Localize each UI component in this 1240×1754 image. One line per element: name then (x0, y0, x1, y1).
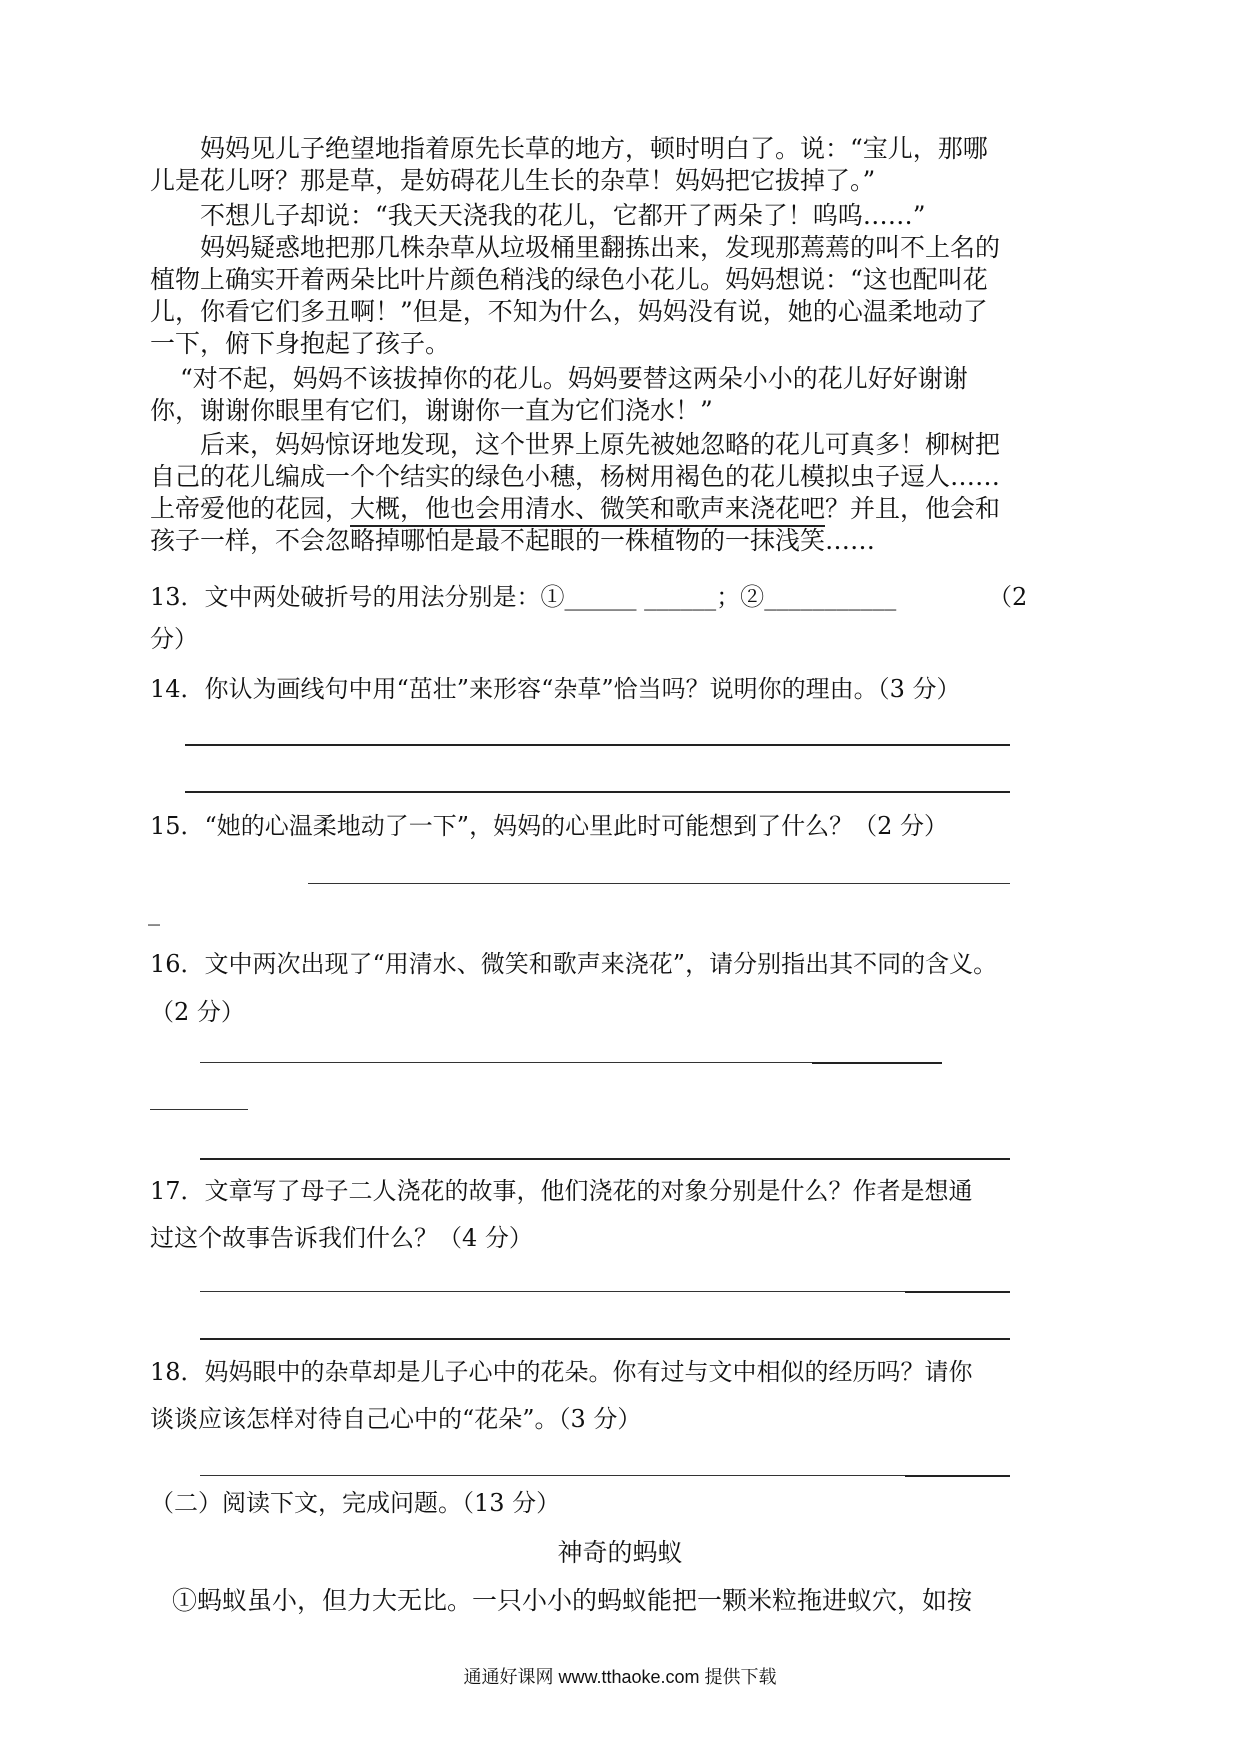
question-14: 14．你认为画线句中用“茁壮”来形容“杂草”恰当吗？说明你的理由。（3 分） (150, 675, 961, 703)
passage-line: “对不起，妈妈不该拔掉你的花儿。妈妈要替这两朵小小的花儿好好谢谢 (180, 364, 968, 393)
question-17: 17．文章写了母子二人浇花的故事，他们浇花的对象分别是什么？作者是想通 (150, 1177, 973, 1205)
answer-blank[interactable]: ______ ______ (564, 583, 717, 611)
answer-line[interactable] (150, 1109, 248, 1110)
answer-blank[interactable]: ___________ (764, 583, 897, 611)
answer-line[interactable] (905, 1475, 1010, 1477)
passage-line: 孩子一样，不会忽略掉哪怕是最不起眼的一株植物的一抹浅笑…… (150, 526, 876, 555)
answer-line[interactable] (185, 744, 1010, 746)
passage-line: 自己的花儿编成一个个结实的绿色小穗，杨树用褐色的花儿模拟虫子逗人…… (150, 462, 1001, 491)
question-text: 谈谈应该怎样对待自己心中的“花朵”。（3 分） (150, 1405, 642, 1433)
answer-line[interactable] (200, 1062, 812, 1063)
passage-line: 后来，妈妈惊讶地发现，这个世界上原先被她忽略的花儿可真多！柳树把 (200, 430, 1001, 459)
page-footer: 通通好课网 www.tthaoke.com 提供下载 (463, 1667, 777, 1687)
passage-line-underlined-sentence (150, 493, 1000, 525)
passage-text: ？并且，他会和 (825, 494, 1001, 523)
answer-line[interactable] (200, 1475, 905, 1476)
answer-line[interactable] (200, 1291, 905, 1292)
answer-line[interactable] (185, 791, 1010, 793)
answer-line[interactable] (812, 1062, 942, 1064)
underlined-sentence: 大概，他也会用清水、微笑和歌声来浇花吧 (350, 494, 825, 527)
passage-line: 植物上确实开着两朵比叶片颜色稍浅的绿色小花儿。妈妈想说：“这也配叫花 (150, 265, 988, 294)
question-16: 16．文中两次出现了“用清水、微笑和歌声来浇花”，请分别指出其不同的含义。 (150, 950, 998, 978)
passage-line: 儿，你看它们多丑啊！”但是，不知为什么，妈妈没有说，她的心温柔地动了 (150, 297, 988, 326)
answer-line-tail: _ (148, 898, 160, 926)
passage-line: 妈妈见儿子绝望地指着原先长草的地方，顿时明白了。说：“宝儿，那哪 (200, 134, 988, 163)
answer-line[interactable] (200, 1338, 1010, 1340)
article-title: 神奇的蚂蚁 (557, 1538, 683, 1567)
article-paragraph-1: ①蚂蚁虽小，但力大无比。一只小小的蚂蚁能把一颗米粒拖进蚁穴，如按 (172, 1586, 973, 1615)
answer-line[interactable] (200, 1158, 1010, 1160)
passage-text: 上帝爱他的花园， (150, 494, 351, 523)
question-text: ；② (716, 583, 765, 611)
passage-line: 你，谢谢你眼里有它们，谢谢你一直为它们浇水！” (150, 396, 713, 425)
section-heading: （二）阅读下文，完成问题。（13 分） (150, 1489, 561, 1517)
passage-line: 妈妈疑惑地把那几株杂草从垃圾桶里翻拣出来，发现那蔫蔫的叫不上名的 (200, 233, 1001, 262)
question-score: （2 (988, 583, 1028, 611)
question-18: 18．妈妈眼中的杂草却是儿子心中的花朵。你有过与文中相似的经历吗？请你 (150, 1358, 973, 1386)
question-text: 过这个故事告诉我们什么？（4 分） (150, 1224, 533, 1252)
answer-line[interactable] (905, 1291, 1010, 1293)
answer-line[interactable] (308, 883, 1010, 884)
question-text: 13．文中两处破折号的用法分别是：① (150, 583, 565, 611)
question-text: （2 分） (150, 998, 245, 1026)
passage-line: 一下，俯下身抱起了孩子。 (150, 329, 451, 358)
passage-line: 不想儿子却说：“我天天浇我的花儿，它都开了两朵了！呜呜……” (200, 201, 926, 230)
question-text: 分） (150, 625, 198, 653)
question-13 (150, 581, 896, 613)
passage-line: 儿是花儿呀？那是草，是妨碍花儿生长的杂草！妈妈把它拔掉了。” (150, 166, 876, 195)
question-15: 15．“她的心温柔地动了一下”，妈妈的心里此时可能想到了什么？（2 分） (150, 812, 948, 840)
